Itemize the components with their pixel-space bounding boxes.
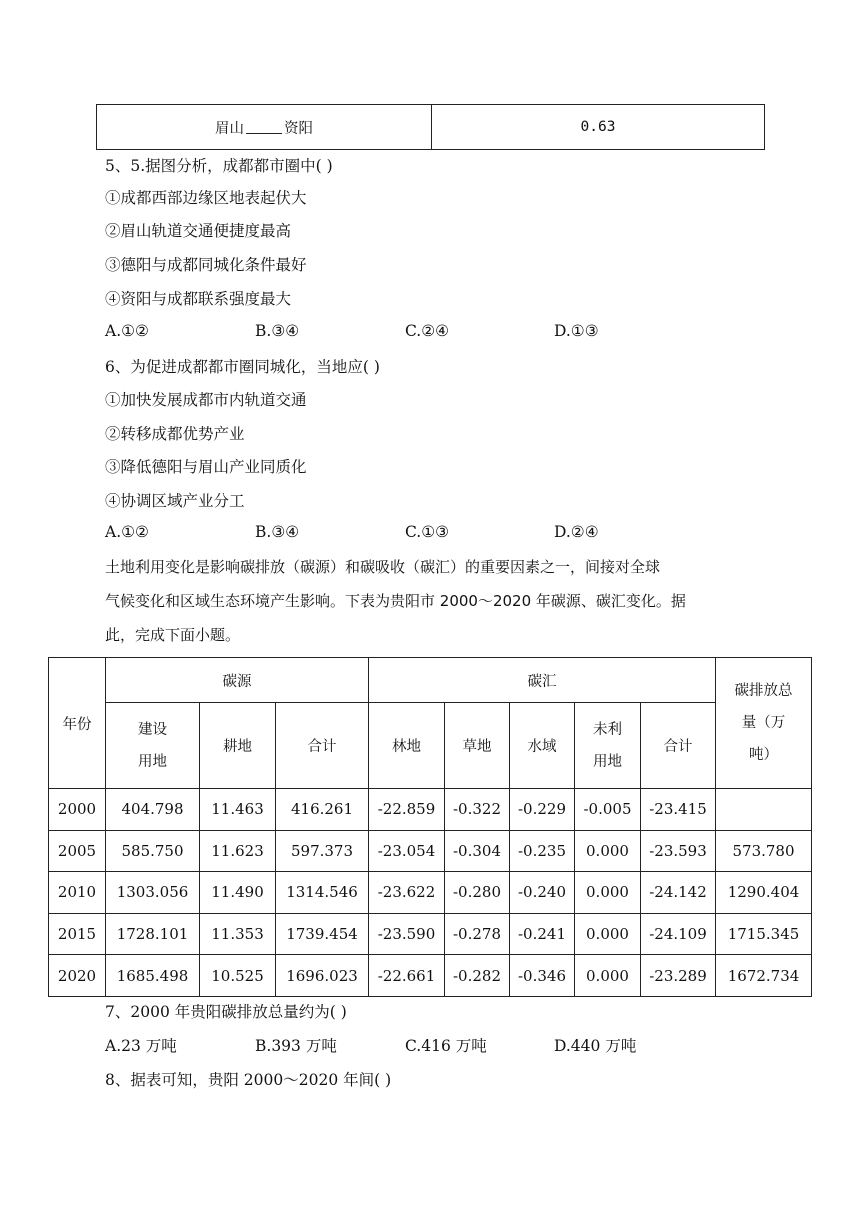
table-row: [49, 872, 812, 914]
q6-item-1: ①加快发展成都市内轨道交通: [105, 391, 307, 409]
table-cell: 10.525: [200, 955, 276, 997]
route-cell: [97, 105, 432, 149]
blank-line: [246, 121, 282, 134]
table-row: [49, 830, 812, 872]
table-cell: 1696.023: [276, 955, 369, 997]
table-cell: -0.322: [445, 789, 510, 831]
header-grass: 草地: [445, 703, 510, 789]
table-cell: 1314.546: [276, 872, 369, 914]
table-cell: -24.142: [641, 872, 716, 914]
table-cell: 1303.056: [106, 872, 200, 914]
q7-stem: 7、2000 年贵阳碳排放总量约为( ): [105, 1003, 347, 1021]
table-cell: -23.593: [641, 830, 716, 872]
carbon-table: [48, 657, 812, 997]
table-row: [49, 789, 812, 831]
table-cell: 1685.498: [106, 955, 200, 997]
table-cell: -23.622: [369, 872, 445, 914]
table-cell: 2005: [49, 830, 106, 872]
q7-option-a[interactable]: A.23 万吨: [105, 1037, 177, 1055]
intro-line-1: 土地利用变化是影响碳排放（碳源）和碳吸收（碳汇）的重要因素之一，间接对全球: [105, 558, 661, 576]
q7-option-c[interactable]: C.416 万吨: [405, 1037, 487, 1055]
table-cell: -0.304: [445, 830, 510, 872]
table-cell: 2000: [49, 789, 106, 831]
header-unused: 未利 用地: [575, 703, 641, 789]
header-construction: 建设 用地: [106, 703, 200, 789]
q6-option-a[interactable]: A.①②: [105, 523, 149, 541]
table-cell: -0.241: [510, 913, 575, 955]
table-cell: 1290.404: [716, 872, 812, 914]
table-cell: 404.798: [106, 789, 200, 831]
table-cell: -0.278: [445, 913, 510, 955]
table-row: [49, 955, 812, 997]
table-cell: -23.590: [369, 913, 445, 955]
value-cell: 0.63: [580, 119, 616, 135]
q5-option-a[interactable]: A.①②: [105, 322, 149, 340]
table-cell: 2020: [49, 955, 106, 997]
header-total: 碳排放总 量（万 吨）: [716, 658, 812, 789]
q5-option-d[interactable]: D.①③: [554, 322, 599, 340]
table-cell: 2015: [49, 913, 106, 955]
table-cell: 1739.454: [276, 913, 369, 955]
header-forest: 林地: [369, 703, 445, 789]
header-year: 年份: [49, 658, 106, 789]
header-farmland: 耕地: [200, 703, 276, 789]
table-cell: 11.353: [200, 913, 276, 955]
table-cell: 585.750: [106, 830, 200, 872]
table-row: [49, 913, 812, 955]
table-cell: 11.463: [200, 789, 276, 831]
table-cell: 1715.345: [716, 913, 812, 955]
header-carbon-source: 碳源: [106, 658, 369, 703]
table-cell: -0.229: [510, 789, 575, 831]
table-cell: -22.661: [369, 955, 445, 997]
q6-item-3: ③降低德阳与眉山产业同质化: [105, 458, 307, 476]
q6-option-b[interactable]: B.③④: [255, 523, 300, 541]
header-sink-sum: 合计: [641, 703, 716, 789]
q5-item-2: ②眉山轨道交通便捷度最高: [105, 222, 292, 240]
table-cell: -0.235: [510, 830, 575, 872]
table-cell: -23.054: [369, 830, 445, 872]
table-cell: 0.000: [575, 830, 641, 872]
q5-option-b[interactable]: B.③④: [255, 322, 300, 340]
table-cell: -23.415: [641, 789, 716, 831]
table-cell: -0.280: [445, 872, 510, 914]
q6-item-4: ④协调区域产业分工: [105, 492, 245, 510]
q5-option-c[interactable]: C.②④: [405, 322, 450, 340]
table-cell: 0.000: [575, 913, 641, 955]
q8-stem: 8、据表可知，贵阳 2000～2020 年间( ): [105, 1071, 392, 1089]
table-cell: -0.240: [510, 872, 575, 914]
q5-stem: 5、5.据图分析，成都都市圈中( ): [105, 157, 333, 175]
table-cell: 1672.734: [716, 955, 812, 997]
table-cell: 573.780: [716, 830, 812, 872]
table-cell: -22.859: [369, 789, 445, 831]
q5-item-1: ①成都西部边缘区地表起伏大: [105, 189, 307, 207]
intro-line-2: 气候变化和区域生态环境产生影响。下表为贵阳市 2000～2020 年碳源、碳汇变化。据: [105, 592, 686, 610]
table-cell: -0.346: [510, 955, 575, 997]
table-cell: 1728.101: [106, 913, 200, 955]
table-cell: -24.109: [641, 913, 716, 955]
table-cell: -0.282: [445, 955, 510, 997]
table-cell: [716, 789, 812, 831]
table-cell: 11.623: [200, 830, 276, 872]
table-cell: 597.373: [276, 830, 369, 872]
q6-option-d[interactable]: D.②④: [554, 523, 599, 541]
intro-line-3: 此，完成下面小题。: [105, 626, 241, 644]
q5-item-4: ④资阳与成都联系强度最大: [105, 290, 292, 308]
table-cell: 0.000: [575, 872, 641, 914]
table-cell: 2010: [49, 872, 106, 914]
table-cell: 416.261: [276, 789, 369, 831]
table-cell: 11.490: [200, 872, 276, 914]
q6-option-c[interactable]: C.①③: [405, 523, 450, 541]
table-cell: -23.289: [641, 955, 716, 997]
table-cell: -0.005: [575, 789, 641, 831]
top-table-fragment: [96, 104, 765, 150]
city-ziyang: 资阳: [284, 120, 313, 137]
q6-stem: 6、为促进成都都市圈同城化，当地应( ): [105, 358, 380, 376]
q7-option-b[interactable]: B.393 万吨: [255, 1037, 337, 1055]
city-meishan: 眉山: [215, 120, 244, 137]
q7-option-d[interactable]: D.440 万吨: [554, 1037, 637, 1055]
q5-item-3: ③德阳与成都同城化条件最好: [105, 256, 307, 274]
header-water: 水域: [510, 703, 575, 789]
q6-item-2: ②转移成都优势产业: [105, 425, 245, 443]
table-cell: 0.000: [575, 955, 641, 997]
header-carbon-sink: 碳汇: [369, 658, 716, 703]
header-source-sum: 合计: [276, 703, 369, 789]
